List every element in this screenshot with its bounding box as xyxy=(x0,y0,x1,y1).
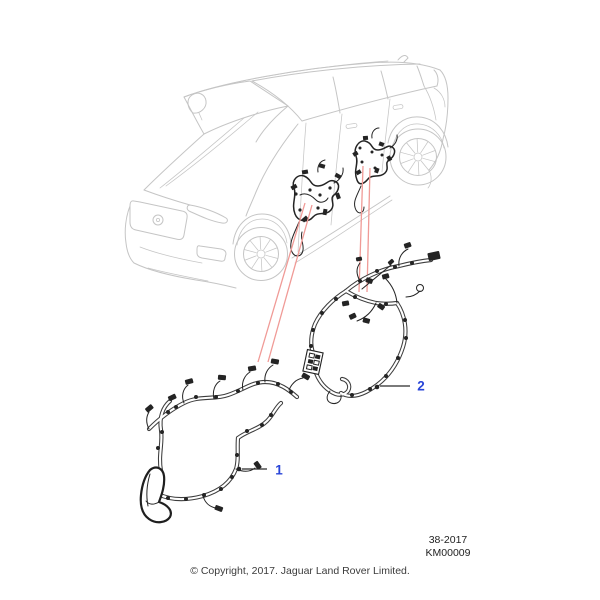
vehicle-line-art xyxy=(125,56,448,288)
reference-codes xyxy=(408,534,488,560)
front-door-harness-drawing xyxy=(141,358,311,522)
copyright-notice: © Copyright, 2017. Jaguar Land Rover Limited. xyxy=(190,565,410,577)
sheet-code: 38-2017 xyxy=(428,534,468,546)
callout-leader-2 xyxy=(375,385,410,390)
front-wheel xyxy=(233,214,291,281)
multi-pin-connector xyxy=(303,350,323,375)
callout-2[interactable]: 2 xyxy=(417,378,425,394)
image-code: KM00009 xyxy=(425,547,471,559)
rear-door-harness-location xyxy=(352,128,397,213)
rear-wheel xyxy=(388,117,448,185)
callout-1[interactable]: 1 xyxy=(275,462,283,478)
